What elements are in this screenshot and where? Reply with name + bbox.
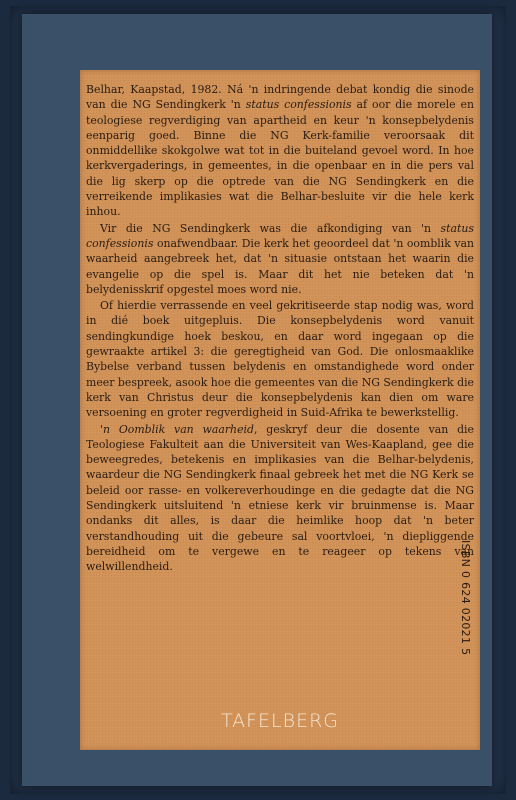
text-run-italic: status confessionis — [245, 98, 352, 112]
blurb-paragraph-4 — [86, 422, 474, 575]
book-title-italic: 'n Oomblik van waarheid — [100, 422, 254, 436]
blurb-paragraph-3 — [86, 298, 474, 420]
blurb-paragraph-1 — [86, 82, 474, 220]
text-run: , geskryf deur die dosente van die Teologiese Fakulteit aan die Universiteit van Wes-Kaapland, gee die beweegredes, betekenis en implikasies van die Belhar-belydenis, waardeur die NG Sendingkerk finaal gebreek het met die NG Kerk se beleid oor rasse- en volkereverhoudinge en die gedagte dat die NG Sendingkerk uitsluitend 'n etniese kerk vir bruinmense is. Maar ondanks dit alles, is daar die heimlike hoop dat 'n beter verstandhouding uit die gebeure sal voortvloei, 'n diepliggende bereidheid om te vergewe en te reageer op tekens van welwillendheid. — [86, 422, 474, 574]
text-run: af oor die morele en teologiese regverdiging van apartheid en keur 'n konsepbelydenis eenparig goed. Binne die NG Kerk-familie veroorsaak dit onmiddellike skokgolwe wat tot in die buiteland gevoel word. In hoe kerkvergaderings, in gemeentes, in die openbaar en in die pers val die lig skerp op die optrede van die NG Sendingkerk en die verreikende implikasies wat die Belhar-besluite vir die hele kerk inhou. — [86, 98, 474, 219]
text-run-italic: status confessionis — [86, 221, 474, 250]
text-run: Of hierdie verrassende en veel gekritiseerde stap nodig was, word in dié boek uitgepluis. Die konsepbelydenis word vanuit sendingkundige hoek beskou, en daar word ingegaan op die gewraakte artikel 3: die geregtigheid van God. Die onlosmaaklike Bybelse verband tussen belydenis en omstandighede word onder meer bespreek, asook hoe die gemeentes van die NG Sendingkerk die kerk van Christus deur die konsepbelydenis kan dien om ware versoening en groter regverdigheid in Suid-Afrika te bewerkstellig. — [86, 299, 474, 420]
publisher-logo: TAFELBERG — [220, 710, 340, 732]
blurb-paragraph-2 — [86, 221, 474, 297]
book-back-cover — [22, 14, 492, 786]
text-run: Vir die NG Sendingkerk was die afkondiging van 'n — [100, 221, 441, 235]
blurb-text — [86, 82, 474, 576]
text-run: onafwendbaar. Die kerk het geoordeel dat 'n oomblik van waarheid aangebreek het, dat 'n situasie ontstaan het waarin die evangelie op die spel is. Maar dit het nie beteken dat 'n belydenisskrif opgestel moes word nie. — [86, 236, 474, 296]
text-run: Belhar, Kaapstad, 1982. Ná 'n indringende debat kondig die sinode van die NG Sendingkerk 'n — [86, 83, 474, 112]
text-panel — [80, 70, 480, 750]
isbn-label: ISBN 0 624 02021 5 — [459, 540, 472, 656]
